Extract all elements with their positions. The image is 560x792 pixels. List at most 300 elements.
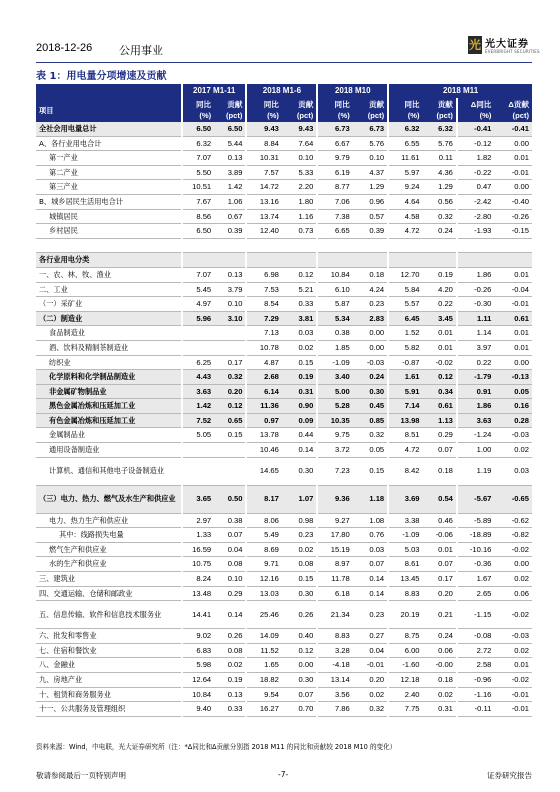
table-cell: 0.17 (423, 572, 457, 587)
table-cell: 0.29 (423, 428, 457, 443)
table-cell: 20.19 (388, 601, 422, 629)
table-cell: 3.10 (214, 311, 246, 326)
table-cell: -5.89 (457, 513, 495, 528)
row-label: 非金属矿物制品业 (36, 384, 182, 399)
table-cell: 3.72 (317, 443, 352, 458)
item-column-header: 项目 (36, 98, 182, 122)
column-header: 同比 (%) (246, 98, 281, 122)
table-cell: 0.03 (282, 326, 317, 341)
table-cell: 4.36 (423, 165, 457, 180)
table-cell (182, 340, 214, 355)
table-row (36, 428, 532, 443)
table-cell: 5.50 (182, 165, 214, 180)
table-row (36, 122, 532, 136)
table-cell: 1.06 (214, 194, 246, 209)
table-cell: 1.07 (282, 485, 317, 513)
page-number: -7- (278, 770, 289, 779)
table-cell (214, 253, 246, 268)
table-cell: -5.67 (457, 485, 495, 513)
table-cell: 1.61 (388, 370, 422, 385)
table-cell: 0.06 (423, 643, 457, 658)
table-cell: -0.62 (494, 513, 532, 528)
table-row (36, 384, 532, 399)
table-cell: 8.77 (317, 180, 352, 195)
table-cell: 2.97 (182, 513, 214, 528)
table-row (36, 151, 532, 166)
table-cell: 3.63 (457, 413, 495, 428)
table-cell: 6.25 (182, 355, 214, 370)
table-cell: 0.29 (214, 586, 246, 601)
table-cell: 0.45 (353, 399, 388, 414)
table-cell: 0.00 (494, 355, 532, 370)
table-cell: 4.97 (182, 297, 214, 312)
table-cell: 0.01 (494, 326, 532, 341)
table-cell: -1.60 (388, 658, 422, 673)
table-cell: -0.40 (494, 194, 532, 209)
table-cell: 8.75 (388, 629, 422, 644)
table-row (36, 586, 532, 601)
table-cell: 0.19 (282, 370, 317, 385)
table-cell (214, 457, 246, 485)
row-label: 其中：线路损失电量 (36, 528, 182, 543)
table-cell: 14.41 (182, 601, 214, 629)
table-cell: 0.98 (282, 513, 317, 528)
table-cell: 9.27 (317, 513, 352, 528)
table-cell: -0.03 (494, 428, 532, 443)
table-cell (282, 253, 317, 268)
table-cell: 0.18 (423, 457, 457, 485)
table-cell: 0.70 (282, 702, 317, 717)
table-cell: 0.08 (282, 557, 317, 572)
table-cell: 8.17 (246, 485, 281, 513)
table-row (36, 326, 532, 341)
table-cell: 6.10 (317, 282, 352, 297)
table-cell: 11.36 (246, 399, 281, 414)
table-cell: 0.15 (282, 355, 317, 370)
table-cell: 0.07 (282, 687, 317, 702)
table-cell: 25.46 (246, 601, 281, 629)
table-cell: 0.12 (282, 643, 317, 658)
table-cell: 1.16 (282, 209, 317, 224)
table-cell: -0.02 (494, 673, 532, 688)
table-cell: 5.00 (317, 384, 352, 399)
table-cell: 1.82 (457, 151, 495, 166)
source-note: 资料来源：Wind，中电联，光大证券研究所（注：*Δ同比和Δ贡献分别指 2018 M11 的同比和贡献较 2018 M10 的变化） (36, 743, 397, 751)
table-cell (353, 253, 388, 268)
table-cell: 0.20 (423, 586, 457, 601)
table-cell: 8.83 (388, 586, 422, 601)
table-cell: 2.20 (282, 180, 317, 195)
column-header: Δ同比 (%) (457, 98, 495, 122)
table-cell: 0.40 (282, 629, 317, 644)
table-cell: 9.79 (317, 151, 352, 166)
table-cell: 18.82 (246, 673, 281, 688)
table-cell: -0.36 (457, 557, 495, 572)
table-cell: 0.32 (423, 209, 457, 224)
table-row (36, 643, 532, 658)
row-label: 七、住宿和餐饮业 (36, 643, 182, 658)
table-cell: 4.72 (388, 224, 422, 239)
table-row (36, 572, 532, 587)
table-cell: -0.26 (494, 209, 532, 224)
table-cell: 7.14 (388, 399, 422, 414)
column-header: 同比 (%) (182, 98, 214, 122)
table-cell: -0.22 (457, 165, 495, 180)
table-cell: 10.46 (246, 443, 281, 458)
table-cell: -0.02 (494, 542, 532, 557)
table-cell: 0.15 (214, 428, 246, 443)
table-cell: 13.98 (388, 413, 422, 428)
table-cell: 1.19 (457, 457, 495, 485)
table-cell (246, 238, 281, 253)
row-label: 八、金融业 (36, 658, 182, 673)
table-row (36, 485, 532, 513)
table-cell: 0.07 (423, 443, 457, 458)
table-cell: 0.01 (494, 267, 532, 282)
table-row (36, 297, 532, 312)
table-cell: 0.11 (423, 151, 457, 166)
table-cell: 5.03 (388, 542, 422, 557)
table-cell: 5.82 (388, 340, 422, 355)
table-cell: -0.11 (457, 702, 495, 717)
table-cell: 6.32 (388, 122, 422, 136)
table-cell: -0.01 (494, 687, 532, 702)
row-label: 第二产业 (36, 165, 182, 180)
row-label: 第三产业 (36, 180, 182, 195)
table-cell: 3.28 (317, 643, 352, 658)
row-label: （一）采矿业 (36, 297, 182, 312)
table-cell: 21.34 (317, 601, 352, 629)
table-cell: 0.44 (282, 428, 317, 443)
table-cell: 6.00 (388, 643, 422, 658)
table-cell: 0.27 (353, 629, 388, 644)
table-cell: 5.34 (317, 311, 352, 326)
table-cell: 5.05 (182, 428, 214, 443)
table-cell: 9.24 (388, 180, 422, 195)
table-row (36, 528, 532, 543)
table-cell: 12.70 (388, 267, 422, 282)
table-cell: 0.24 (423, 224, 457, 239)
table-cell: -0.03 (494, 629, 532, 644)
row-label: 一、农、林、牧、渔业 (36, 267, 182, 282)
table-cell: 0.47 (457, 180, 495, 195)
row-label: 乡村居民 (36, 224, 182, 239)
row-label: 第一产业 (36, 151, 182, 166)
table-cell: 5.98 (182, 658, 214, 673)
column-header: 同比 (%) (317, 98, 352, 122)
table-cell: -0.87 (388, 355, 422, 370)
table-row (36, 443, 532, 458)
row-label: 化学原料和化学制品制造业 (36, 370, 182, 385)
table-cell: 0.39 (353, 224, 388, 239)
table-cell: -0.82 (494, 528, 532, 543)
table-cell: 6.50 (214, 122, 246, 136)
table-cell: 1.42 (214, 180, 246, 195)
table-cell: 9.43 (246, 122, 281, 136)
column-header: 贡献 (pct) (214, 98, 246, 122)
table-cell: 7.64 (282, 136, 317, 151)
table-cell: 0.01 (423, 542, 457, 557)
column-header: 同比 (%) (388, 98, 422, 122)
table-cell: 0.01 (423, 326, 457, 341)
table-cell: 12.18 (388, 673, 422, 688)
table-cell: 7.07 (182, 267, 214, 282)
table-cell: 0.38 (214, 513, 246, 528)
table-cell: 6.73 (353, 122, 388, 136)
table-cell: 0.07 (214, 528, 246, 543)
table-cell: 0.01 (423, 340, 457, 355)
table-cell: 0.15 (282, 572, 317, 587)
table-cell: 0.03 (353, 542, 388, 557)
table-cell: 0.19 (423, 267, 457, 282)
table-cell: 11.61 (388, 151, 422, 166)
table-cell: 4.87 (246, 355, 281, 370)
table-cell: 8.06 (246, 513, 281, 528)
row-label: 城镇居民 (36, 209, 182, 224)
table-cell: 1.14 (457, 326, 495, 341)
table-cell: 11.78 (317, 572, 352, 587)
row-label: 全社会用电量总计 (36, 122, 182, 136)
table-row (36, 180, 532, 195)
table-cell: 0.00 (353, 340, 388, 355)
table-cell: 6.73 (317, 122, 352, 136)
table-cell: 4.64 (388, 194, 422, 209)
table-cell: 6.50 (182, 224, 214, 239)
table-cell: 4.43 (182, 370, 214, 385)
table-caption: 表 1：用电量分项增速及贡献 (36, 71, 167, 82)
table-cell: 0.33 (214, 702, 246, 717)
table-row (36, 413, 532, 428)
table-cell: 6.83 (182, 643, 214, 658)
row-label: 十一、公共服务及管理组织 (36, 702, 182, 717)
table-cell: 0.03 (494, 457, 532, 485)
table-cell: 9.43 (282, 122, 317, 136)
table-cell: 0.12 (282, 267, 317, 282)
table-row (36, 340, 532, 355)
table-cell: 10.75 (182, 557, 214, 572)
table-cell: 5.76 (353, 136, 388, 151)
row-label: 三、建筑业 (36, 572, 182, 587)
table-cell: 14.65 (246, 457, 281, 485)
table-cell (214, 340, 246, 355)
table-cell: 13.16 (246, 194, 281, 209)
table-row (36, 687, 532, 702)
table-cell: 0.46 (423, 513, 457, 528)
table-cell: 13.45 (388, 572, 422, 587)
table-cell: 0.39 (214, 224, 246, 239)
table-cell: 7.38 (317, 209, 352, 224)
table-cell: 0.90 (282, 399, 317, 414)
table-cell: -0.41 (494, 122, 532, 136)
table-cell: 10.84 (317, 267, 352, 282)
table-cell (388, 253, 422, 268)
table-cell (457, 253, 495, 268)
table-cell: 5.87 (317, 297, 352, 312)
table-cell: 6.50 (182, 122, 214, 136)
table-cell: 6.19 (317, 165, 352, 180)
table-cell: 0.31 (282, 384, 317, 399)
group-header-blank (36, 84, 182, 98)
table-cell: 0.32 (353, 702, 388, 717)
row-label: 电力、热力生产和供应业 (36, 513, 182, 528)
table-cell: 9.71 (246, 557, 281, 572)
table-cell (317, 238, 352, 253)
footer-report-type: 证券研究报告 (487, 771, 532, 780)
row-label: 水的生产和供应业 (36, 557, 182, 572)
table-cell: -0.65 (494, 485, 532, 513)
table-row (36, 702, 532, 717)
table-cell: 8.51 (388, 428, 422, 443)
table-row (36, 658, 532, 673)
table-cell: 6.32 (423, 122, 457, 136)
table-cell: 0.02 (353, 687, 388, 702)
table-cell (423, 238, 457, 253)
table-cell: 7.75 (388, 702, 422, 717)
table-cell: 0.02 (282, 340, 317, 355)
table-cell: 4.20 (423, 282, 457, 297)
table-cell: 0.05 (353, 443, 388, 458)
table-cell: 1.86 (457, 267, 495, 282)
group-header: 2018 M11 (388, 84, 532, 98)
table-cell: 7.29 (246, 311, 281, 326)
table-cell: -10.16 (457, 542, 495, 557)
table-cell: 6.67 (317, 136, 352, 151)
table-cell: 5.21 (282, 282, 317, 297)
column-header: 贡献 (pct) (282, 98, 317, 122)
table-row (36, 601, 532, 629)
table-cell: 7.23 (317, 457, 352, 485)
table-cell: 0.85 (353, 413, 388, 428)
table-cell: 2.72 (457, 643, 495, 658)
row-label: 酒、饮料及精制茶制造业 (36, 340, 182, 355)
table-cell: 1.52 (388, 326, 422, 341)
table-cell: 8.61 (388, 557, 422, 572)
row-label: 食品制造业 (36, 326, 182, 341)
table-cell: 13.78 (246, 428, 281, 443)
table-cell: 7.57 (246, 165, 281, 180)
table-cell: 0.08 (214, 557, 246, 572)
table-cell: 0.96 (353, 194, 388, 209)
table-cell: 13.03 (246, 586, 281, 601)
table-cell: 1.33 (182, 528, 214, 543)
table-cell: 3.45 (423, 311, 457, 326)
table-cell: 1.29 (353, 180, 388, 195)
header-rule (36, 62, 532, 63)
table-cell: 13.48 (182, 586, 214, 601)
table-cell: 1.86 (457, 399, 495, 414)
table-cell: 2.83 (353, 311, 388, 326)
row-label: 六、批发和零售业 (36, 629, 182, 644)
table-cell: 1.08 (353, 513, 388, 528)
table-cell: 0.26 (214, 629, 246, 644)
table-cell: 1.85 (317, 340, 352, 355)
table-cell: 8.84 (246, 136, 281, 151)
table-cell: 0.20 (214, 384, 246, 399)
table-cell (494, 253, 532, 268)
table-cell: 0.97 (246, 413, 281, 428)
table-cell: 10.35 (317, 413, 352, 428)
row-label: （二）制造业 (36, 311, 182, 326)
table-row (36, 370, 532, 385)
table-cell: 5.76 (423, 136, 457, 151)
table-cell: 0.12 (423, 370, 457, 385)
table-cell: -0.02 (494, 601, 532, 629)
group-header-row (36, 84, 532, 98)
table-cell: 5.57 (388, 297, 422, 312)
table-cell (182, 253, 214, 268)
table-cell: 10.78 (246, 340, 281, 355)
table-cell: 1.13 (423, 413, 457, 428)
table-cell: 2.68 (246, 370, 281, 385)
table-cell (388, 238, 422, 253)
table-row (36, 629, 532, 644)
table-cell: 1.80 (282, 194, 317, 209)
table-cell (423, 253, 457, 268)
table-cell: 0.34 (423, 384, 457, 399)
table-cell: 9.40 (182, 702, 214, 717)
table-cell: -1.24 (457, 428, 495, 443)
report-date: 2018-12-26 (36, 42, 93, 54)
table-cell: 0.24 (353, 370, 388, 385)
table-cell: 9.02 (182, 629, 214, 644)
table-cell: 0.07 (423, 557, 457, 572)
table-cell: 0.04 (214, 542, 246, 557)
table-cell: 5.91 (388, 384, 422, 399)
table-cell: 7.53 (246, 282, 281, 297)
table-cell: 10.31 (246, 151, 281, 166)
logo-mark-icon: 光 (468, 38, 481, 52)
table-row (36, 224, 532, 239)
table-cell: 0.02 (494, 572, 532, 587)
row-label: 通用设备制造业 (36, 443, 182, 458)
table-cell: 5.28 (317, 399, 352, 414)
table-cell: 8.24 (182, 572, 214, 587)
row-label: 各行业用电分类 (36, 253, 182, 268)
table-cell: -1.15 (457, 601, 495, 629)
table-cell: -1.93 (457, 224, 495, 239)
table-cell: -18.89 (457, 528, 495, 543)
row-label: 四、交通运输、仓储和邮政业 (36, 586, 182, 601)
logo-name: 光大证券 (485, 39, 529, 50)
table-cell: 5.33 (282, 165, 317, 180)
table-cell: 0.18 (423, 673, 457, 688)
table-cell: 13.14 (317, 673, 352, 688)
table-cell: 1.18 (353, 485, 388, 513)
table-cell: 0.00 (494, 557, 532, 572)
table-cell: 8.69 (246, 542, 281, 557)
table-row (36, 136, 532, 151)
row-label (36, 238, 182, 253)
table-cell: -1.16 (457, 687, 495, 702)
table-row (36, 238, 532, 253)
table-cell: -1.09 (388, 528, 422, 543)
table-cell: -0.96 (457, 673, 495, 688)
table-cell: 3.63 (182, 384, 214, 399)
table-cell: 0.00 (494, 180, 532, 195)
row-label: 九、房地产业 (36, 673, 182, 688)
table-cell: 7.07 (182, 151, 214, 166)
column-header: 贡献 (pct) (423, 98, 457, 122)
table-cell: 6.55 (388, 136, 422, 151)
table-cell: -0.13 (494, 370, 532, 385)
table-cell: 9.54 (246, 687, 281, 702)
table-cell: 3.65 (182, 485, 214, 513)
row-label: 有色金属冶炼和压延加工业 (36, 413, 182, 428)
table-cell: -0.04 (494, 282, 532, 297)
table-cell: 0.30 (282, 673, 317, 688)
table-cell: 0.65 (214, 413, 246, 428)
page-header (36, 38, 540, 60)
